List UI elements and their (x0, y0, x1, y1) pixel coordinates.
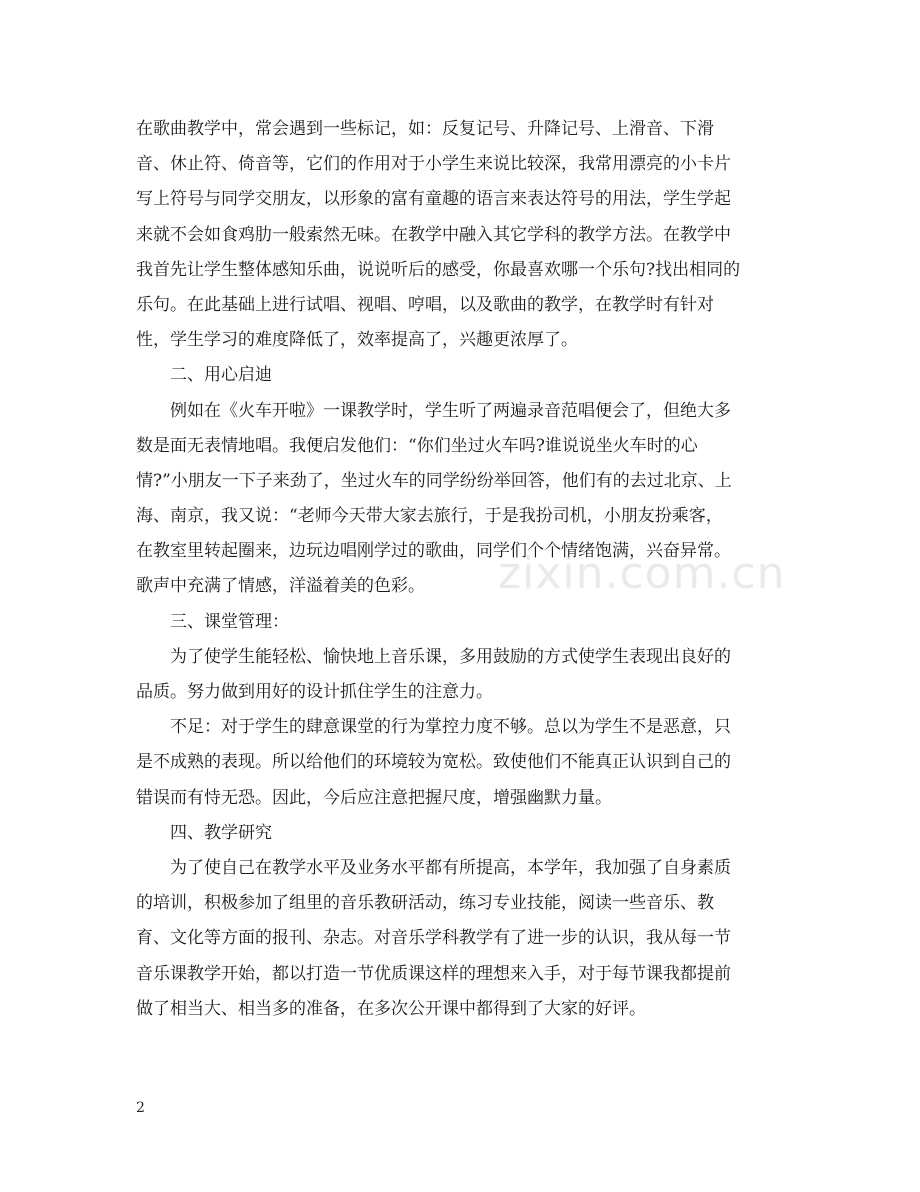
section-heading: 三、课堂管理： (170, 611, 289, 632)
paragraph-line: 我首先让学生整体感知乐曲，说说听后的感受，你最喜欢哪一个乐句?找出相同的 (136, 259, 741, 280)
page-number: 2 (136, 1100, 145, 1116)
paragraph-line: 歌声中充满了情感，洋溢着美的色彩。 (136, 576, 425, 597)
paragraph-line: 例如在《火车开啦》一课教学时，学生听了两遍录音范唱便会了，但绝大多 (170, 400, 731, 421)
paragraph (136, 112, 786, 358)
paragraph-line: 育、文化等方面的报刊、杂志。对音乐学科教学有了进一步的认识，我从每一节 (136, 928, 731, 949)
paragraph-line: 性，学生学习的难度降低了，效率提高了，兴趣更浓厚了。 (136, 330, 578, 351)
paragraph-line: 在教室里转起圈来，边玩边唱刚学过的歌曲，同学们个个情绪饱满，兴奋异常。 (136, 541, 731, 562)
paragraph-line: 做了相当大、相当多的准备，在多次公开课中都得到了大家的好评。 (136, 998, 646, 1019)
paragraph-line: 音乐课教学开始，都以打造一节优质课这样的理想来入手，对于每节课我都提前 (136, 963, 731, 984)
paragraph-line: 在歌曲教学中，常会遇到一些标记，如：反复记号、升降记号、上滑音、下滑 (136, 119, 714, 139)
paragraph-line: 品质。努力做到用好的设计抓住学生的注意力。 (136, 682, 493, 702)
paragraph-line: 来就不会如食鸡肋一般索然无味。在教学中融入其它学科的教学方法。在教学中 (136, 224, 731, 245)
paragraph-line: 情?”小朋友一下子来劲了，坐过火车的同学纷纷举回答，他们有的去过北京、上 (136, 470, 732, 491)
paragraph-line: 是不成熟的表现。所以给他们的环境较为宽松。致使他们不能真正认识到自己的 (136, 752, 731, 773)
section-heading: 四、教学研究 (170, 822, 272, 843)
paragraph-line: 为了使自己在教学水平及业务水平都有所提高，本学年，我加强了自身素质 (170, 857, 731, 878)
paragraph-line: 的培训，积极参加了组里的音乐教研活动，练习专业技能，阅读一些音乐、教 (136, 893, 714, 914)
paragraph (136, 640, 786, 710)
paragraph (136, 710, 786, 816)
paragraph (136, 851, 786, 1027)
section-heading: 二、用心启迪 (170, 365, 272, 386)
watermark: zixin.com.cn (498, 548, 786, 599)
paragraph-line: 乐句。在此基础上进行试唱、视唱、哼唱，以及歌曲的教学，在教学时有针对 (136, 294, 714, 315)
paragraph-line: 为了使学生能轻松、愉快地上音乐课，多用鼓励的方式使学生表现出良好的 (170, 646, 731, 667)
paragraph-line: 海、南京，我又说：“老师今天带大家去旅行，于是我扮司机，小朋友扮乘客， (136, 506, 723, 527)
paragraph-line: 写上符号与同学交朋友，以形象的富有童趣的语言来表达符号的用法，学生学起 (136, 189, 731, 210)
paragraph-line: 音、休止符、倚音等，它们的作用对于小学生来说比较深，我常用漂亮的小卡片 (136, 154, 731, 175)
paragraph-line: 数是面无表情地唱。我便启发他们：“你们坐过火车吗?谁说说坐火车时的心 (136, 435, 698, 456)
paragraph-line: 错误而有恃无恐。因此，今后应注意把握尺度，增强幽默力量。 (136, 787, 612, 808)
paragraph-line: 不足：对于学生的肆意课堂的行为掌控力度不够。总以为学生不是恶意，只 (170, 717, 731, 738)
